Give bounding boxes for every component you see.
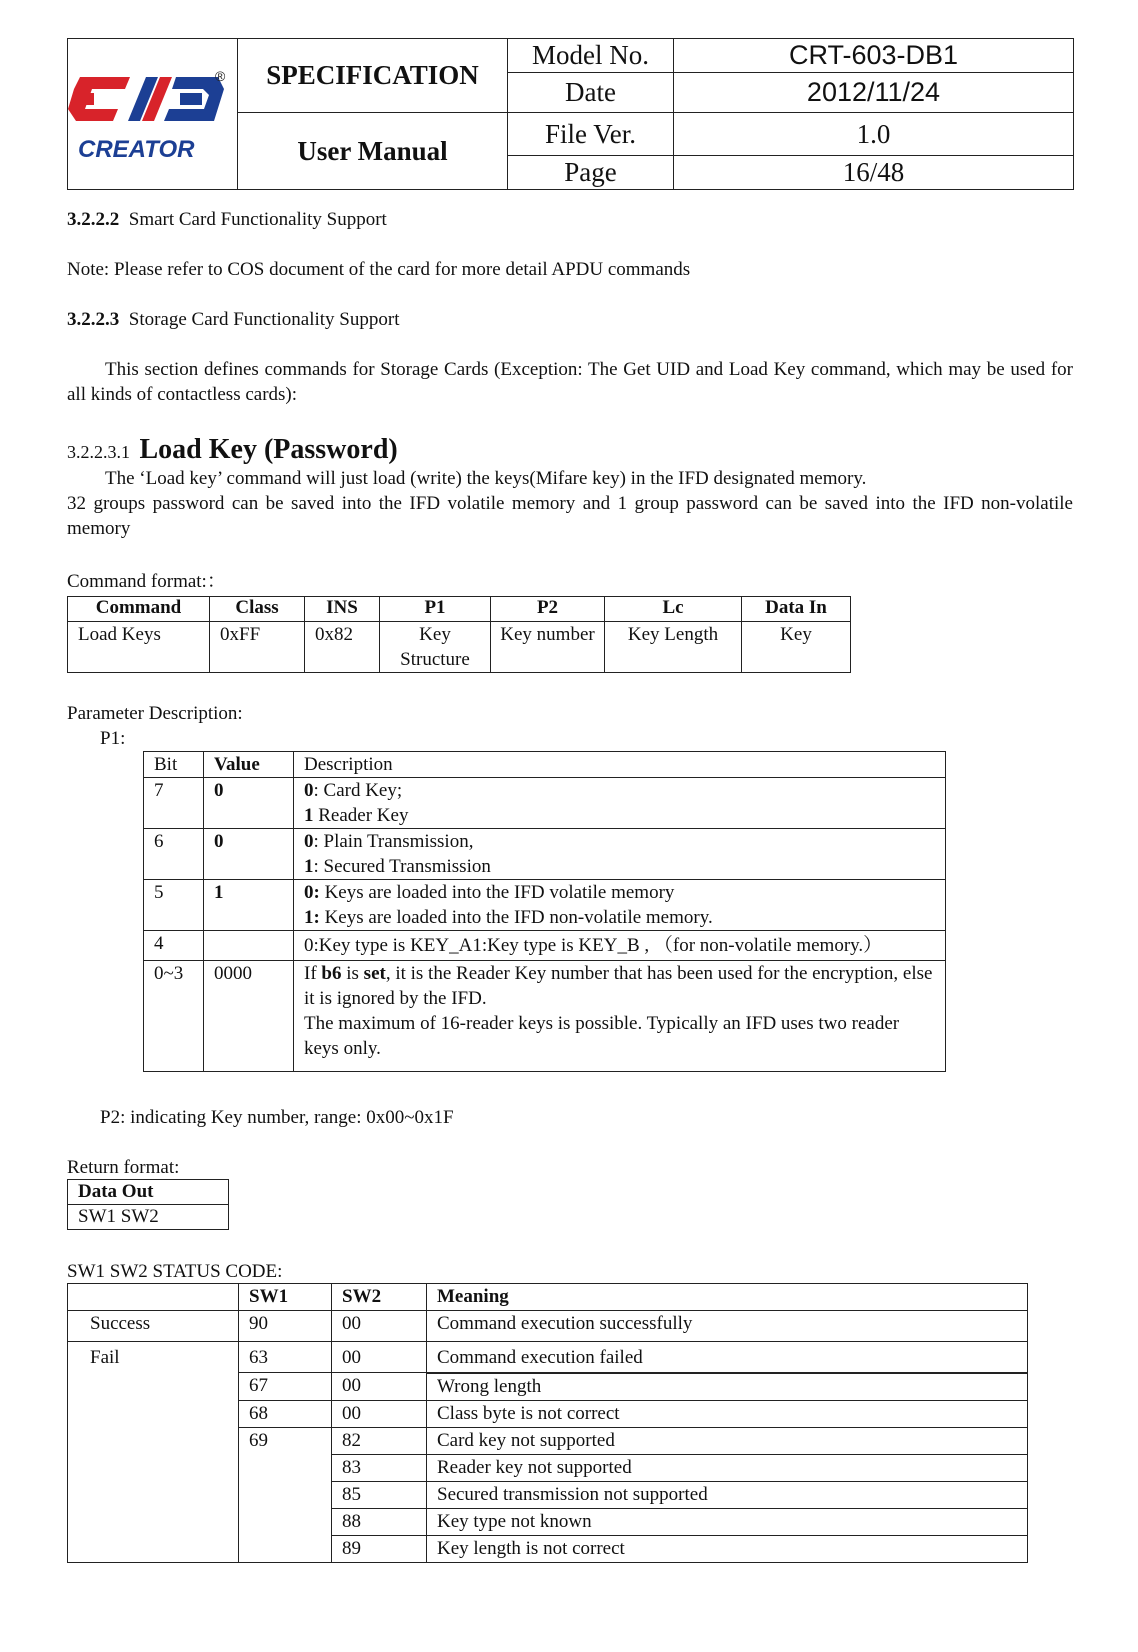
- bit-cell: 6: [144, 829, 204, 880]
- table-header-row: [68, 597, 851, 622]
- command-table: [67, 596, 851, 673]
- sw2-cell: 00: [332, 1373, 427, 1401]
- table-row: [144, 880, 946, 931]
- creator-logo: [68, 39, 236, 183]
- table-header-row: [144, 752, 946, 778]
- value-cell: 0: [204, 778, 294, 829]
- column-header: Lc: [605, 597, 742, 622]
- meaning-cell: Card key not supported: [427, 1427, 1028, 1454]
- desc-text: Keys are loaded into the IFD non-volatile memory.: [319, 907, 713, 928]
- column-header: Meaning: [427, 1284, 1028, 1311]
- manual-title: User Manual: [238, 113, 508, 190]
- return-format-label: Return format:: [67, 1157, 180, 1178]
- desc-text: : Plain Transmission,: [313, 831, 474, 852]
- meaning-cell: Secured transmission not supported: [427, 1481, 1028, 1508]
- desc-text: The maximum of 16-reader keys is possible. Typically an IFD uses two reader keys only.: [304, 1013, 900, 1059]
- desc-key: b6: [321, 963, 342, 984]
- note-text: Note: Please refer to COS document of the card for more detail APDU commands: [67, 259, 691, 280]
- meaning-cell: Reader key not supported: [427, 1454, 1028, 1481]
- command-format-label: Command format:：: [67, 571, 226, 592]
- desc-text: : Card Key;: [313, 780, 403, 801]
- column-header: P2: [491, 597, 605, 622]
- page-label: Page: [508, 156, 674, 190]
- bit-cell: 4: [144, 931, 204, 961]
- table-cell: Key Length: [605, 622, 742, 673]
- table-row: [68, 1342, 1028, 1373]
- section-number: 3.2.2.3.1: [67, 442, 130, 462]
- model-label: Model No.: [508, 39, 674, 73]
- filever-value: 1.0: [674, 113, 1074, 156]
- desc-text: If: [304, 963, 322, 984]
- logo-cell: [68, 39, 238, 190]
- description-cell: [294, 880, 946, 931]
- table-header-row: [68, 1284, 1028, 1311]
- description-cell: 0:Key type is KEY_A1:Key type is KEY_B , （for non-volatile memory.）: [294, 931, 946, 961]
- sw2-cell: 00: [332, 1342, 427, 1373]
- model-value: CRT-603-DB1: [674, 39, 1074, 73]
- section-title: Storage Card Functionality Support: [128, 309, 400, 330]
- description-cell: [294, 829, 946, 880]
- value-cell: 0: [204, 829, 294, 880]
- section-number: 3.2.2.2: [67, 209, 120, 230]
- value-cell: [204, 931, 294, 961]
- section-number: 3.2.2.3: [67, 309, 120, 330]
- column-header: P1: [380, 597, 491, 622]
- table-row: [68, 622, 851, 673]
- sw1-cell: 90: [239, 1311, 332, 1342]
- section-title: Load Key (Password): [139, 434, 398, 465]
- spec-header: [67, 38, 1074, 190]
- sw2-cell: 82: [332, 1427, 427, 1454]
- desc-key: 0:: [304, 882, 320, 903]
- column-header: Value: [204, 752, 294, 778]
- sw2-cell: 89: [332, 1535, 427, 1562]
- table-cell: SW1 SW2: [68, 1205, 229, 1230]
- desc-text: : Secured Transmission: [313, 856, 491, 877]
- meaning-cell: Key type not known: [427, 1508, 1028, 1535]
- desc-key: 0: [304, 780, 314, 801]
- table-cell: 0x82: [305, 622, 380, 673]
- value-cell: 1: [204, 880, 294, 931]
- filever-label: File Ver.: [508, 113, 674, 156]
- column-header: Description: [294, 752, 946, 778]
- date-label: Date: [508, 73, 674, 113]
- status-label: Fail: [68, 1342, 239, 1563]
- sw1-cell: 69: [239, 1427, 332, 1562]
- column-header: Bit: [144, 752, 204, 778]
- load-key-desc1: The ‘Load key’ command will just load (write) the keys(Mifare key) in the IFD designated memory.: [105, 468, 867, 489]
- desc-text: Reader Key: [313, 805, 409, 826]
- column-header: SW1: [239, 1284, 332, 1311]
- heading-3223: [67, 307, 1073, 332]
- table-cell: Key: [742, 622, 851, 673]
- meaning-cell: Command execution successfully: [427, 1311, 1028, 1342]
- section-title: Smart Card Functionality Support: [128, 209, 387, 230]
- column-header: INS: [305, 597, 380, 622]
- table-row: [144, 829, 946, 880]
- bit-cell: 0~3: [144, 961, 204, 1072]
- value-cell: 0000: [204, 961, 294, 1072]
- meaning-cell: Key length is not correct: [427, 1535, 1028, 1562]
- storage-intro: This section defines commands for Storage Cards (Exception: The Get UID and Load Key command, which may be used for all kinds of contactless cards):: [67, 359, 1073, 405]
- table-row: [144, 931, 946, 961]
- heading-32231: [67, 434, 1073, 469]
- bit-cell: 7: [144, 778, 204, 829]
- sw2-cell: 83: [332, 1454, 427, 1481]
- sw2-cell: 85: [332, 1481, 427, 1508]
- load-key-desc2: 32 groups password can be saved into the IFD volatile memory and 1 group password can be saved into the IFD non-volatile memory: [67, 493, 1073, 539]
- desc-key: 1: [304, 805, 314, 826]
- logo-text: CREATOR: [78, 136, 195, 163]
- table-cell: Key number: [491, 622, 605, 673]
- meaning-cell: Command execution failed: [427, 1342, 1028, 1373]
- p2-description: P2: indicating Key number, range: 0x00~0x1F: [100, 1107, 454, 1128]
- column-header: Command: [68, 597, 210, 622]
- table-cell: Key Structure: [380, 622, 491, 673]
- table-row: [68, 1311, 1028, 1342]
- description-cell: [294, 961, 946, 1072]
- sw1-cell: 68: [239, 1400, 332, 1427]
- column-header: Data Out: [68, 1180, 229, 1205]
- column-header: Class: [210, 597, 305, 622]
- column-header: SW2: [332, 1284, 427, 1311]
- date-value: 2012/11/24: [674, 73, 1074, 113]
- sw1-cell: 63: [239, 1342, 332, 1373]
- meaning-cell: Class byte is not correct: [427, 1400, 1028, 1427]
- status-code-table: [67, 1283, 1028, 1563]
- meaning-cell: Wrong length: [427, 1373, 1028, 1401]
- desc-key: set: [363, 963, 386, 984]
- desc-key: 0: [304, 831, 314, 852]
- sw1-cell: 67: [239, 1373, 332, 1401]
- desc-key: 1: [304, 856, 314, 877]
- status-code-label: SW1 SW2 STATUS CODE:: [67, 1261, 283, 1282]
- desc-text: is: [341, 963, 364, 984]
- desc-text: , it is the Reader Key number that has been used for the encryption, else it is ignored by the IFD.: [304, 963, 933, 1009]
- table-row: [144, 778, 946, 829]
- bit-cell: 5: [144, 880, 204, 931]
- registered-mark: ®: [215, 68, 226, 84]
- column-header: Data In: [742, 597, 851, 622]
- spec-title: SPECIFICATION: [238, 39, 508, 113]
- status-label: Success: [68, 1311, 239, 1342]
- parameter-description-label: Parameter Description:: [67, 703, 243, 724]
- heading-3222: [67, 207, 1073, 232]
- table-cell: 0xFF: [210, 622, 305, 673]
- description-cell: [294, 778, 946, 829]
- return-table: [67, 1179, 229, 1230]
- p1-bit-table: [143, 751, 946, 1072]
- sw2-cell: 00: [332, 1311, 427, 1342]
- page-value: 16/48: [674, 156, 1074, 190]
- desc-text: Keys are loaded into the IFD volatile memory: [319, 882, 675, 903]
- desc-key: 1:: [304, 907, 320, 928]
- table-row: [144, 961, 946, 1072]
- column-header: [68, 1284, 239, 1311]
- p1-label: P1:: [100, 728, 126, 749]
- sw2-cell: 00: [332, 1400, 427, 1427]
- table-cell: Load Keys: [68, 622, 210, 673]
- sw2-cell: 88: [332, 1508, 427, 1535]
